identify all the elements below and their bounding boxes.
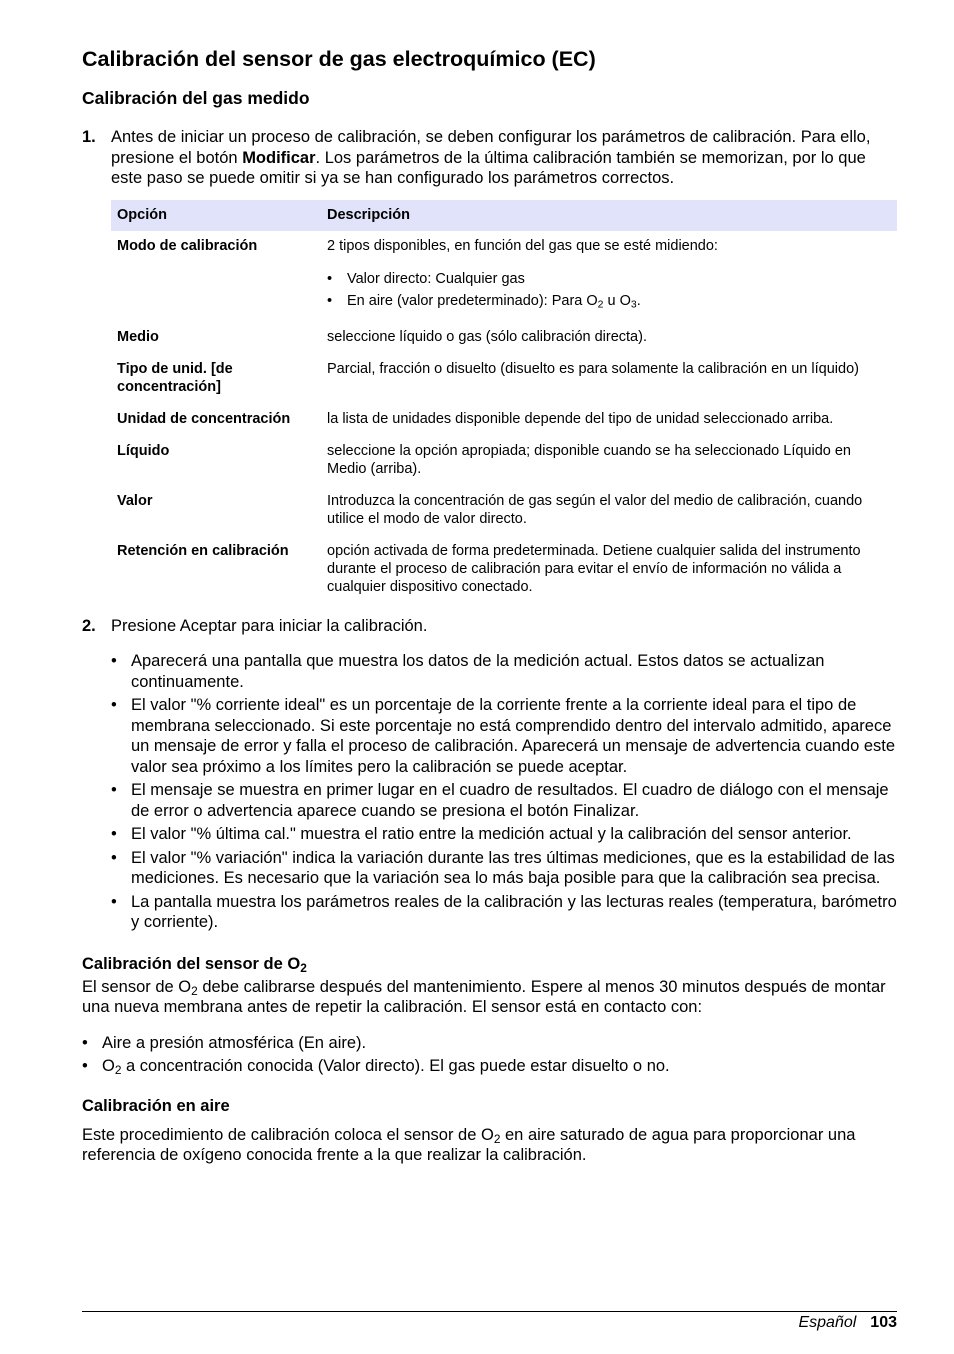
table-cell-description: opción activada de forma predeterminada. Detiene cualquier salida del instrumento durante el proceso de calibración para evitar el envío de información no válida a cualquier dispositivo conectado. [327, 542, 861, 595]
result-notes-list [111, 651, 897, 933]
list-item-text: Aire a presión atmosférica (En aire). [102, 1033, 367, 1052]
step-text: Presione Aceptar para iniciar la calibración. [111, 616, 428, 635]
step-number: 2. [82, 616, 96, 635]
table-row [111, 322, 897, 354]
list-item [111, 892, 897, 933]
step-2 [82, 616, 897, 637]
table-cell-description: Parcial, fracción o disuelto (disuelto es para solamente la calibración en un líquido) [327, 360, 859, 377]
footer-divider [82, 1311, 897, 1312]
list-item-text: Valor directo: Cualquier gas [347, 270, 525, 287]
table-cell-description [321, 231, 897, 322]
subscript: 2 [597, 299, 604, 311]
section-heading-o2-sensor [82, 953, 897, 975]
list-item [82, 1056, 897, 1077]
step-1 [82, 127, 897, 189]
table-row [111, 536, 897, 604]
description-text: 2 tipos disponibles, en función del gas que se esté midiendo: [327, 237, 718, 254]
table-cell-option: Modo de calibración [117, 237, 258, 254]
bullet-icon: • [327, 292, 333, 309]
bullet-icon: • [111, 892, 117, 911]
table-cell-option: Líquido [117, 442, 170, 459]
bullet-icon: • [82, 1033, 88, 1052]
table-cell-option: Tipo de unid. [de concentración] [117, 360, 233, 395]
bullet-icon: • [111, 848, 117, 867]
list-item [111, 824, 897, 845]
subscript: 2 [191, 983, 198, 998]
bullet-icon: • [82, 1057, 88, 1075]
list-item-text: El valor "% última cal." muestra el ratio entre la medición actual y la calibración del sensor anterior. [131, 825, 852, 843]
list-item-text: Aparecerá una pantalla que muestra los datos de la medición actual. Estos datos se actualizan continuamente. [131, 652, 825, 691]
list-item-text: El valor "% corriente ideal" es un porcentaje de la corriente frente a la corriente ideal para el tipo de membrana seleccionado. Si este porcentaje no está comprendido dentro del intervalo admitido, aparece un mensaje de error y falla el proceso de calibración. Aparecerá un mensaje de advertencia cuando este valor sea próximo a los límites pero la calibración se puede aceptar. [131, 696, 896, 776]
subscript: 2 [300, 960, 307, 975]
table-cell-description: seleccione líquido o gas (sólo calibración directa). [327, 328, 647, 345]
bullet-icon: • [111, 781, 117, 799]
table-row [111, 436, 897, 486]
subscript: 3 [630, 299, 637, 311]
bullet-icon: • [111, 652, 117, 670]
table-cell-description: seleccione la opción apropiada; disponible cuando se ha seleccionado Líquido en Medio (arriba). [327, 442, 851, 477]
bullet-icon: • [111, 696, 117, 714]
options-table [111, 200, 897, 604]
list-item-text: u O [603, 292, 631, 309]
table-header-description: Descripción [321, 200, 897, 231]
step-text-bold: Modificar [242, 148, 316, 167]
heading-text: Calibración del sensor de O [82, 954, 301, 973]
page-footer [798, 1313, 897, 1333]
step-text: Antes de iniciar un proceso de calibración, se deben configurar los parámetros de calibración. Para ello, presione el botón [111, 128, 871, 167]
section-heading-air-calibration: Calibración en aire [82, 1096, 230, 1115]
footer-language: Español [798, 1314, 857, 1331]
list-item [111, 695, 897, 777]
table-cell-description: Introduzca la concentración de gas según el valor del medio de calibración, cuando utilice el modo de valor directo. [327, 492, 863, 527]
subscript: 2 [493, 1131, 501, 1146]
list-item-text: a concentración conocida (Valor directo). El gas puede estar disuelto o no. [121, 1057, 670, 1075]
section-heading-gas-calibration: Calibración del gas medido [82, 88, 310, 108]
list-item [82, 1033, 897, 1054]
contact-modes-list [82, 1033, 897, 1077]
paragraph-text: El sensor de O [82, 977, 192, 996]
table-cell-option: Valor [117, 492, 153, 509]
list-item-text: El mensaje se muestra en primer lugar en el cuadro de resultados. El cuadro de diálogo con el mensaje de error o advertencia aparece cuando se presiona el botón Finalizar. [131, 781, 889, 820]
list-item-text: O [102, 1057, 115, 1075]
page-number: 103 [870, 1314, 897, 1331]
bullet-icon: • [111, 825, 117, 843]
subscript: 2 [114, 1062, 122, 1077]
list-item-text: En aire (valor predeterminado): Para O [347, 292, 598, 309]
list-item [327, 292, 891, 310]
table-cell-description: la lista de unidades disponible depende del tipo de unidad seleccionado arriba. [327, 410, 834, 427]
o2-intro-paragraph [82, 977, 897, 1018]
table-row [111, 231, 897, 322]
list-item-text: El valor "% variación" indica la variación durante las tres últimas mediciones, que es la estabilidad de las mediciones. Es necesario que la variación sea lo más baja posible para que la calibración sea precisa. [131, 848, 895, 887]
list-item [111, 780, 897, 821]
table-row [111, 486, 897, 536]
table-header-option: Opción [111, 200, 321, 231]
step-number: 1. [82, 128, 96, 146]
list-item [111, 848, 897, 889]
air-calibration-paragraph [82, 1125, 897, 1166]
page-content [82, 44, 897, 1166]
bullet-icon: • [327, 270, 333, 287]
table-row [111, 404, 897, 436]
table-cell-option: Unidad de concentración [117, 410, 291, 427]
step-text: . Los parámetros de la última calibración también se memorizan, por lo que este paso se puede omitir si ya se han configurado los parámetros correctos. [111, 148, 866, 187]
list-item-text: La pantalla muestra los parámetros reales de la calibración y las lecturas reales (temperatura, barómetro y corriente). [131, 892, 897, 931]
paragraph-text: Este procedimiento de calibración coloca el sensor de O [82, 1125, 494, 1144]
table-header-row [111, 200, 897, 231]
list-item [327, 270, 891, 288]
page-title: Calibración del sensor de gas electroquímico (EC) [82, 47, 596, 71]
description-list [327, 270, 891, 310]
table-row [111, 354, 897, 404]
table-cell-option: Retención en calibración [117, 542, 289, 559]
table-cell-option: Medio [117, 328, 159, 345]
paragraph-text: debe calibrarse después del mantenimiento. Espere al menos 30 minutos después de montar una nueva membrana antes de repetir la calibración. El sensor está en contacto con: [82, 977, 886, 1016]
list-item [111, 651, 897, 692]
list-item-text: . [636, 292, 641, 309]
paragraph-text: en aire saturado de agua para proporcionar una referencia de oxígeno conocida frente a la que realizar la calibración. [82, 1125, 856, 1164]
